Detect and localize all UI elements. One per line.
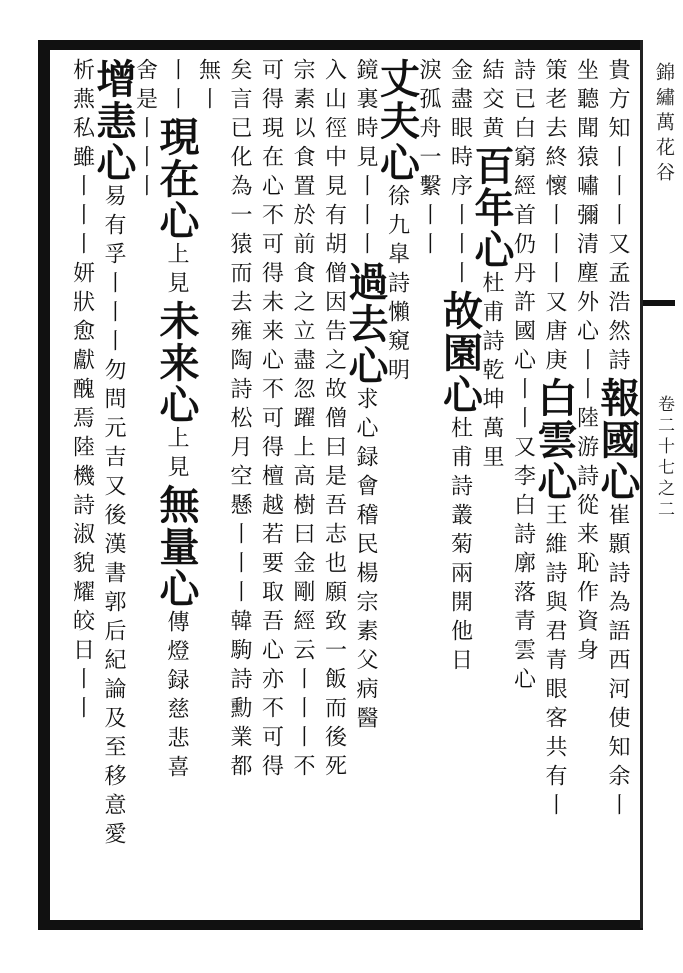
entry-text: 可得現在心不可得未来心不可得檀越若要取吾心亦不可得 — [258, 58, 284, 783]
entry-text: 上見 — [164, 242, 189, 300]
margin-book-title: 錦繡萬花谷 — [653, 62, 675, 187]
entry-text: 宗素以食置於前食之立盡忽躍上高樹曰金剛經云丨丨丨不 — [290, 58, 315, 783]
entry-text: 無丨 — [195, 58, 221, 116]
entry-headword: 丈夫心 — [373, 58, 421, 184]
entry-text: 坐聽聞猿嘯彌清塵外心 — [573, 58, 599, 348]
entry-headword: 白雲心 — [531, 377, 578, 503]
entry-text: 淚孤舟一繫丨丨 — [416, 58, 441, 261]
entry-text: 徐九皐詩懶窺明 — [384, 184, 410, 387]
entry-text: 舍是丨丨丨 — [132, 58, 158, 203]
entry-text: 崔顥詩為語西河使知余丨 — [605, 503, 630, 822]
entry-headword: 增恚心 — [90, 58, 137, 184]
entry-text: 詩已白窮經首仍丹許國心 — [510, 58, 536, 377]
entry-headword: 百年心 — [468, 145, 515, 271]
entry-text: 析燕私雖丨丨丨妍狀愈獻醜焉陸機詩淑貌耀皎日丨丨 — [69, 58, 95, 725]
entry-text: 易有孚丨丨丨勿問元吉又後漢書郭后紀論及至移意愛 — [101, 184, 126, 851]
margin-volume-label: 卷二十七之二 — [654, 395, 674, 521]
frame-top-border — [38, 40, 650, 50]
entry-text: 求心録會稽民楊宗素父病醫 — [353, 387, 378, 735]
entry-text: 入山徑中見有胡僧因告之故僧曰是吾志也願致一飯而後死 — [321, 58, 347, 783]
entry-text: 丨丨又李白詩廓落青雲心 — [510, 377, 536, 696]
entry-headword: 未来心 — [153, 300, 200, 426]
entry-text: 眼時序丨丨丨 — [447, 116, 473, 290]
entry-text: 王維詩與君青眼客共有丨 — [542, 503, 567, 822]
entry-text: 丨丨 — [164, 58, 189, 116]
entry-headword: 現在心 — [153, 116, 200, 242]
entry-text: 結交黄 — [479, 58, 504, 145]
entry-text: 策老去終懷丨丨丨又唐庚 — [542, 58, 567, 377]
entry-text: 丨丨陸游詩從来恥作資身 — [573, 348, 599, 667]
entry-headword: 過去心 — [342, 261, 389, 387]
entry-text: 金盡 — [447, 58, 473, 116]
entry-text: 貴方知丨丨丨又孟浩然詩 — [605, 58, 630, 377]
entry-headword: 故園心 — [436, 290, 484, 416]
entry-text: 杜甫詩乾坤萬里 — [479, 271, 504, 474]
frame-bottom-border — [38, 920, 650, 930]
text-column — [63, 58, 101, 918]
entry-text: 鏡裏時見丨丨丨 — [353, 58, 378, 261]
frame-left-border — [38, 40, 50, 928]
entry-headword: 報國心 — [594, 377, 641, 503]
entry-text: 矣言已化為一猿而去雍陶詩松月空懸丨丨丨韓駒詩勳業都 — [227, 58, 252, 783]
entry-headword: 無量心 — [153, 484, 200, 610]
fish-tail-mark — [643, 300, 675, 306]
entry-text: 杜甫詩叢菊兩開他日 — [447, 416, 473, 677]
entry-text: 傳燈録慈悲喜 — [164, 610, 189, 784]
entry-text: 上見 — [164, 426, 189, 484]
